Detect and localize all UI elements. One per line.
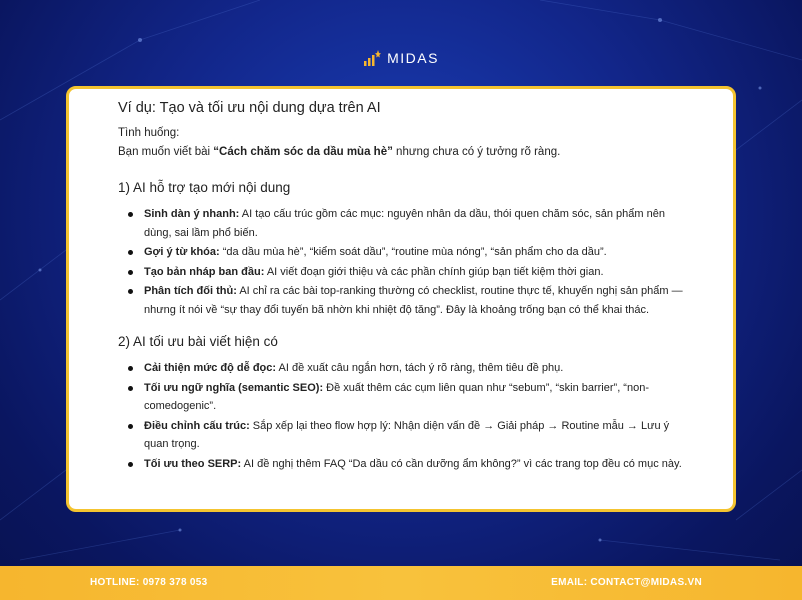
item-label: Tạo bản nháp ban đầu:: [144, 265, 265, 278]
list-item: [128, 417, 683, 454]
card-title: Ví dụ: Tạo và tối ưu nội dung dựa trên AI: [118, 100, 381, 116]
item-label: Sinh dàn ý nhanh:: [144, 208, 240, 220]
item-text: AI tạo cấu trúc gồm các mục: nguyên nhân da dầu, thói quen chăm sóc, sản phẩm nên dùng, sai lầm phổ biến.: [144, 208, 665, 239]
item-text: AI chỉ ra các bài top-ranking thường có checklist, routine thực tế, khuyến nghị sản phẩm — nhưng ít nói về “sự thay đổi tuyến bã nhờn khi nhiệt độ tăng”. Đây là khoảng trống bạn có thể khai thác.: [144, 285, 683, 316]
brand-logo: [0, 50, 802, 66]
content-card: [66, 86, 736, 512]
item-text: Đề xuất thêm các cụm liên quan như “sebum”, “skin barrier”, “non-comedogenic”.: [144, 381, 649, 412]
item-label: Gợi ý từ khóa:: [144, 246, 220, 258]
situation-topic: “Cách chăm sóc da dầu mùa hè”: [213, 146, 393, 158]
bullet-icon: [128, 250, 133, 255]
item-label: Điều chỉnh cấu trúc:: [144, 419, 250, 432]
bullet-icon: [128, 270, 133, 275]
brand-name: MIDAS: [387, 50, 439, 66]
item-text: “da dầu mùa hè”, “kiểm soát dầu”, “routine mùa nóng”, “sản phẩm cho da dầu”.: [219, 246, 607, 258]
section-title-create: 1) AI hỗ trợ tạo mới nội dung: [118, 180, 291, 195]
item-label: Tối ưu theo SERP:: [144, 457, 242, 470]
situation-label: Tình huống:: [118, 127, 180, 139]
item-label: Tối ưu ngữ nghĩa (semantic SEO):: [144, 381, 324, 394]
item-text: Sắp xếp lại theo flow hợp lý: Nhận diện vấn đề → Giải pháp → Routine mẫu → Lưu ý quan trọng.: [144, 419, 670, 450]
bullet-icon: [128, 386, 133, 391]
footer-bar: [0, 566, 802, 600]
item-label: Phân tích đối thủ:: [144, 285, 237, 297]
list-item: [128, 243, 683, 262]
situation-text-after: nhưng chưa có ý tưởng rõ ràng.: [392, 146, 561, 158]
list-item: [128, 282, 683, 319]
bullet-icon: [128, 462, 133, 467]
list-item: [128, 359, 683, 378]
bullet-icon: [128, 212, 133, 217]
bullet-icon: [128, 289, 133, 294]
item-text: AI đề nghị thêm FAQ “Da dầu có cần dưỡng ẩm không?” vì các trang top đều có mục này.: [241, 457, 682, 470]
list-item: [128, 455, 683, 474]
bar-chart-star-icon: [363, 50, 381, 66]
create-items-list: [118, 205, 683, 319]
situation-text-before: Bạn muốn viết bài: [118, 146, 214, 158]
hotline-text: HOTLINE: 0978 378 053: [90, 577, 208, 588]
list-item: [128, 263, 683, 282]
optimize-items-list: [118, 359, 683, 473]
bullet-icon: [128, 366, 133, 371]
item-text: AI viết đoạn giới thiệu và các phần chính giúp bạn tiết kiệm thời gian.: [264, 265, 604, 278]
item-text: AI đề xuất câu ngắn hơn, tách ý rõ ràng, thêm tiêu đề phụ.: [276, 362, 564, 374]
bullet-icon: [128, 424, 133, 429]
item-label: Cải thiện mức độ dễ đọc:: [144, 362, 277, 374]
list-item: [128, 205, 683, 242]
list-item: [128, 379, 683, 416]
section-title-optimize: 2) AI tối ưu bài viết hiện có: [118, 334, 278, 349]
email-text: EMAIL: CONTACT@MIDAS.VN: [551, 577, 702, 588]
situation-text: [118, 143, 683, 161]
